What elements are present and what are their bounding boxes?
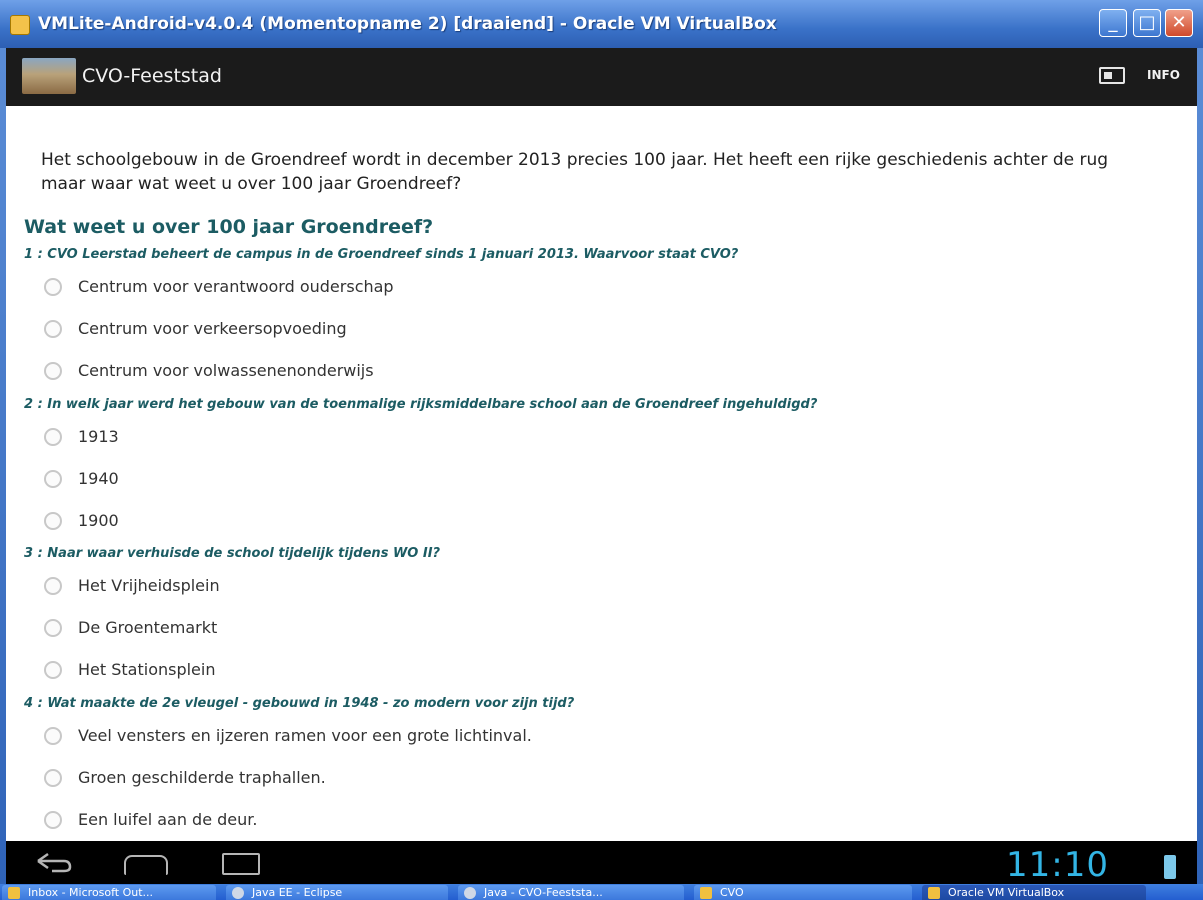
answer-label: De Groentemarkt [78, 618, 218, 637]
app-logo-icon[interactable] [22, 58, 76, 94]
taskbar-item-label: Java EE - Eclipse [252, 886, 343, 899]
back-icon[interactable] [34, 851, 74, 873]
minimize-button[interactable]: _ [1099, 9, 1127, 37]
question-3: 3 : Naar waar verhuisde de school tijdelijk tijdens WO II? [24, 546, 441, 561]
android-nav-bar [6, 841, 1197, 884]
question-4: 4 : Wat maakte de 2e vleugel - gebouwd in 1948 - zo modern voor zijn tijd? [24, 696, 575, 711]
recent-apps-icon[interactable] [222, 853, 260, 875]
answer-label: Het Vrijheidsplein [78, 576, 220, 595]
answer-label: Groen geschilderde traphallen. [78, 768, 326, 787]
windows-taskbar [0, 884, 1203, 900]
window-titlebar[interactable] [0, 0, 1203, 48]
taskbar-item-eclipse-java[interactable] [458, 885, 684, 900]
android-screen [6, 48, 1197, 884]
question-2: 2 : In welk jaar werd het gebouw van de toenmalige rijksmiddelbare school aan de Groendreef ingehuldigd? [24, 397, 818, 412]
close-button[interactable]: ✕ [1165, 9, 1193, 37]
quiz-heading: Wat weet u over 100 jaar Groendreef? [24, 216, 434, 238]
question-1: 1 : CVO Leerstad beheert de campus in de Groendreef sinds 1 januari 2013. Waarvoor staat CVO? [24, 247, 739, 262]
radio-button[interactable] [44, 428, 62, 446]
outlook-icon [8, 887, 20, 899]
answer-label: Centrum voor verkeersopvoeding [78, 319, 347, 338]
virtualbox-icon [10, 15, 30, 35]
radio-button[interactable] [44, 278, 62, 296]
radio-button[interactable] [44, 362, 62, 380]
radio-button[interactable] [44, 320, 62, 338]
answer-label: 1940 [78, 469, 119, 488]
card-icon[interactable] [1099, 67, 1125, 84]
taskbar-item-eclipse-ee[interactable] [226, 885, 448, 900]
taskbar-item-outlook[interactable] [2, 885, 216, 900]
answer-label: Een luifel aan de deur. [78, 810, 258, 829]
taskbar-item-label: Oracle VM VirtualBox [948, 886, 1065, 899]
app-title: CVO-Feeststad [82, 65, 222, 87]
battery-icon [1164, 855, 1176, 879]
answer-label: Veel vensters en ijzeren ramen voor een grote lichtinval. [78, 726, 532, 745]
answer-label: 1913 [78, 427, 119, 446]
taskbar-item-label: Java - CVO-Feeststa... [484, 886, 603, 899]
radio-button[interactable] [44, 661, 62, 679]
answer-label: 1900 [78, 511, 119, 530]
window-title: VMLite-Android-v4.0.4 (Momentopname 2) [draaiend] - Oracle VM VirtualBox [38, 14, 777, 34]
taskbar-item-label: CVO [720, 886, 744, 899]
radio-button[interactable] [44, 769, 62, 787]
radio-button[interactable] [44, 470, 62, 488]
folder-icon [700, 887, 712, 899]
virtualbox-icon [928, 887, 940, 899]
taskbar-item-virtualbox[interactable] [922, 885, 1146, 900]
radio-button[interactable] [44, 577, 62, 595]
intro-text: Het schoolgebouw in de Groendreef wordt in december 2013 precies 100 jaar. Het heeft een rijke geschiedenis achter de rug maar waar wat weet u over 100 jaar Groendreef? [41, 150, 1109, 194]
answer-label: Centrum voor verantwoord ouderschap [78, 277, 394, 296]
radio-button[interactable] [44, 727, 62, 745]
radio-button[interactable] [44, 512, 62, 530]
answer-label: Het Stationsplein [78, 660, 216, 679]
radio-button[interactable] [44, 811, 62, 829]
taskbar-item-label: Inbox - Microsoft Out... [28, 886, 154, 899]
taskbar-item-folder[interactable] [694, 885, 912, 900]
info-button[interactable]: INFO [1147, 68, 1180, 82]
status-clock: 11:10 [1006, 845, 1109, 884]
eclipse-icon [232, 887, 244, 899]
maximize-button[interactable]: □ [1133, 9, 1161, 37]
radio-button[interactable] [44, 619, 62, 637]
eclipse-icon [464, 887, 476, 899]
answer-label: Centrum voor volwassenenonderwijs [78, 361, 374, 380]
quiz-content[interactable] [6, 106, 1197, 841]
action-bar [6, 48, 1197, 106]
home-icon[interactable] [124, 855, 168, 875]
